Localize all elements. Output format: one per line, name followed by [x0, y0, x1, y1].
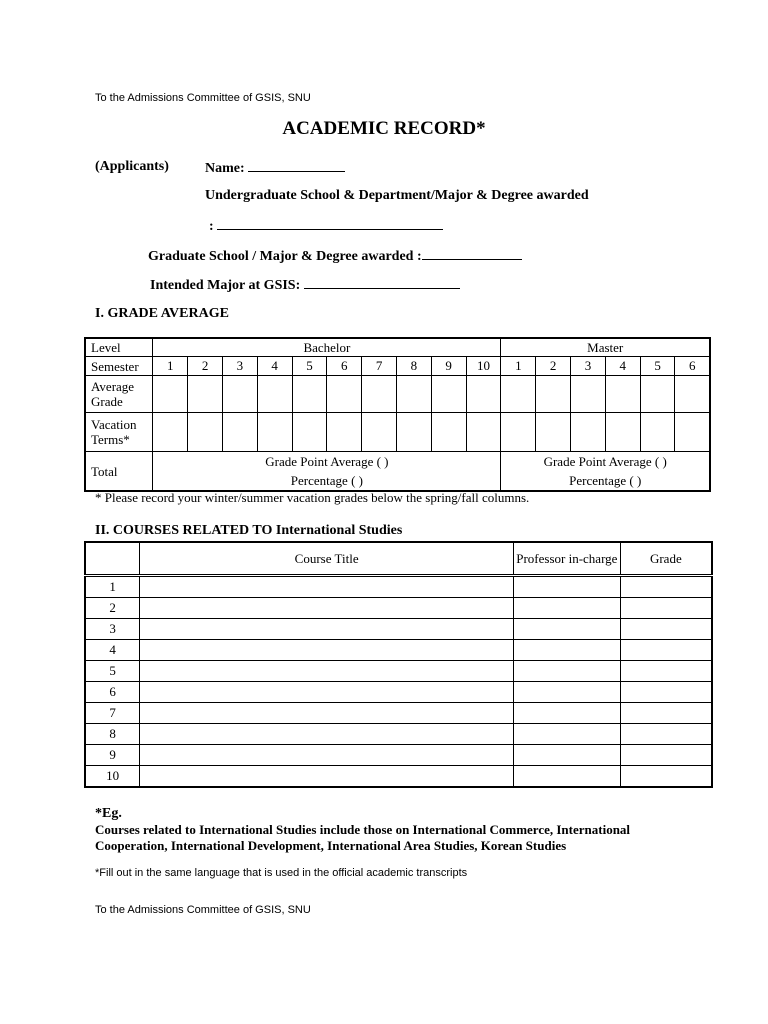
grade-cell[interactable] [431, 376, 466, 413]
average-grade-label: Average Grade [85, 376, 153, 413]
course-row [85, 661, 712, 682]
row-number: 3 [85, 619, 140, 640]
vacation-terms-label: Vacation Terms* [85, 413, 153, 452]
course-row [85, 598, 712, 619]
course-title-cell[interactable] [140, 724, 514, 745]
grade-cell[interactable] [153, 413, 188, 452]
grade-cell[interactable] [605, 376, 640, 413]
grade-cell[interactable] [222, 376, 257, 413]
master-semester: 5 [640, 357, 675, 376]
grade-cell[interactable] [620, 682, 712, 703]
name-label: Name: [205, 161, 245, 176]
master-label: Master [501, 338, 710, 357]
grade-cell[interactable] [605, 413, 640, 452]
course-title-cell[interactable] [140, 661, 514, 682]
master-semester: 3 [571, 357, 606, 376]
professor-header: Professor in-charge [513, 542, 620, 576]
master-total-cell[interactable] [501, 452, 710, 492]
professor-cell[interactable] [513, 724, 620, 745]
grade-average-table [84, 337, 711, 492]
total-row [85, 452, 710, 492]
vacation-footnote: * Please record your winter/summer vacation grades below the spring/fall columns. [95, 490, 530, 505]
page-title: ACADEMIC RECORD* [282, 118, 486, 139]
course-row [85, 576, 712, 598]
undergrad-blank[interactable] [217, 217, 443, 230]
master-semester: 2 [536, 357, 571, 376]
undergrad-label: Undergraduate School & Department/Major & Degree awarded [205, 188, 589, 203]
grade-cell[interactable] [327, 413, 362, 452]
professor-cell[interactable] [513, 640, 620, 661]
grade-cell[interactable] [188, 413, 223, 452]
courses-table [84, 541, 713, 788]
grade-cell[interactable] [501, 413, 536, 452]
level-row [85, 338, 710, 357]
course-row [85, 640, 712, 661]
grade-cell[interactable] [640, 413, 675, 452]
row-number: 5 [85, 661, 140, 682]
bachelor-semester: 4 [257, 357, 292, 376]
grade-cell[interactable] [362, 413, 397, 452]
grade-cell[interactable] [536, 413, 571, 452]
master-percentage-label: Percentage ( ) [569, 473, 642, 488]
grade-cell[interactable] [396, 413, 431, 452]
semester-label: Semester [85, 357, 153, 376]
grade-cell[interactable] [292, 376, 327, 413]
professor-cell[interactable] [513, 703, 620, 724]
course-row [85, 766, 712, 788]
row-number: 9 [85, 745, 140, 766]
grade-cell[interactable] [327, 376, 362, 413]
course-title-header: Course Title [140, 542, 514, 576]
total-label: Total [85, 452, 153, 492]
bachelor-semester: 5 [292, 357, 327, 376]
grade-cell[interactable] [257, 376, 292, 413]
section2-heading: II. COURSES RELATED TO International Studies [95, 523, 403, 538]
bachelor-semester: 6 [327, 357, 362, 376]
courses-header-row [85, 542, 712, 576]
course-row [85, 724, 712, 745]
semester-row [85, 357, 710, 376]
bachelor-semester: 8 [396, 357, 431, 376]
grade-cell[interactable] [675, 376, 710, 413]
bachelor-semester: 3 [222, 357, 257, 376]
professor-cell[interactable] [513, 766, 620, 788]
professor-cell[interactable] [513, 661, 620, 682]
fill-note: *Fill out in the same language that is used in the official academic transcripts [95, 867, 468, 879]
bachelor-semester: 2 [188, 357, 223, 376]
intended-field [150, 276, 460, 294]
row-number: 2 [85, 598, 140, 619]
eg-label: *Eg. [95, 806, 122, 821]
professor-cell[interactable] [513, 598, 620, 619]
grade-cell[interactable] [222, 413, 257, 452]
professor-cell[interactable] [513, 619, 620, 640]
grade-cell[interactable] [620, 598, 712, 619]
name-field [205, 159, 345, 177]
header-note: To the Admissions Committee of GSIS, SNU [95, 92, 311, 104]
grade-cell[interactable] [640, 376, 675, 413]
number-header [85, 542, 140, 576]
row-number: 10 [85, 766, 140, 788]
intended-blank[interactable] [304, 276, 460, 289]
grade-cell[interactable] [536, 376, 571, 413]
grade-cell[interactable] [620, 619, 712, 640]
course-title-cell[interactable] [140, 766, 514, 788]
grade-cell[interactable] [188, 376, 223, 413]
grade-cell[interactable] [571, 376, 606, 413]
graduate-blank[interactable] [422, 247, 522, 260]
row-number: 1 [85, 576, 140, 598]
grade-cell[interactable] [431, 413, 466, 452]
grade-cell[interactable] [620, 703, 712, 724]
master-semester: 6 [675, 357, 710, 376]
vacation-terms-row [85, 413, 710, 452]
applicants-label: (Applicants) [95, 159, 169, 174]
grade-cell[interactable] [571, 413, 606, 452]
master-gpa-label: Grade Point Average ( ) [543, 454, 667, 469]
course-row [85, 682, 712, 703]
grade-cell[interactable] [620, 576, 712, 598]
bachelor-semester: 1 [153, 357, 188, 376]
course-title-cell[interactable] [140, 619, 514, 640]
bachelor-semester: 7 [362, 357, 397, 376]
course-title-cell[interactable] [140, 703, 514, 724]
grade-cell[interactable] [620, 745, 712, 766]
section1-heading: I. GRADE AVERAGE [95, 306, 229, 321]
bachelor-label: Bachelor [153, 338, 501, 357]
eg-text: Courses related to International Studies include those on International Commerce, International Cooperation, International Development, International Area Studies, Korean Studies [95, 822, 631, 853]
graduate-field [148, 247, 522, 265]
row-number: 6 [85, 682, 140, 703]
grade-cell[interactable] [675, 413, 710, 452]
grade-cell[interactable] [466, 413, 501, 452]
course-title-cell[interactable] [140, 640, 514, 661]
grade-cell[interactable] [362, 376, 397, 413]
graduate-label: Graduate School / Major & Degree awarded : [148, 249, 422, 264]
bachelor-semester: 9 [431, 357, 466, 376]
bachelor-gpa-label: Grade Point Average ( ) [265, 454, 389, 469]
footer-note: To the Admissions Committee of GSIS, SNU [95, 904, 311, 916]
intended-label: Intended Major at GSIS: [150, 278, 301, 293]
professor-cell[interactable] [513, 745, 620, 766]
professor-cell[interactable] [513, 576, 620, 598]
grade-cell[interactable] [396, 376, 431, 413]
course-title-cell[interactable] [140, 745, 514, 766]
name-blank[interactable] [248, 159, 345, 172]
row-number: 4 [85, 640, 140, 661]
grade-cell[interactable] [466, 376, 501, 413]
course-title-cell[interactable] [140, 576, 514, 598]
bachelor-percentage-label: Percentage ( ) [290, 473, 363, 488]
master-semester: 4 [605, 357, 640, 376]
course-row [85, 619, 712, 640]
average-grade-row [85, 376, 710, 413]
grade-cell[interactable] [620, 640, 712, 661]
grade-cell[interactable] [620, 661, 712, 682]
course-title-cell[interactable] [140, 682, 514, 703]
grade-cell[interactable] [153, 376, 188, 413]
grade-cell[interactable] [620, 724, 712, 745]
row-number: 7 [85, 703, 140, 724]
professor-cell[interactable] [513, 682, 620, 703]
bachelor-semester: 10 [466, 357, 501, 376]
course-row [85, 703, 712, 724]
undergrad-field [209, 217, 443, 235]
bachelor-total-cell[interactable] [153, 452, 501, 492]
row-number: 8 [85, 724, 140, 745]
course-row [85, 745, 712, 766]
grade-cell[interactable] [620, 766, 712, 788]
master-semester: 1 [501, 357, 536, 376]
grade-cell[interactable] [257, 413, 292, 452]
grade-cell[interactable] [501, 376, 536, 413]
grade-header: Grade [620, 542, 712, 576]
level-label: Level [85, 338, 153, 357]
undergrad-colon: : [209, 219, 214, 234]
grade-cell[interactable] [292, 413, 327, 452]
course-title-cell[interactable] [140, 598, 514, 619]
